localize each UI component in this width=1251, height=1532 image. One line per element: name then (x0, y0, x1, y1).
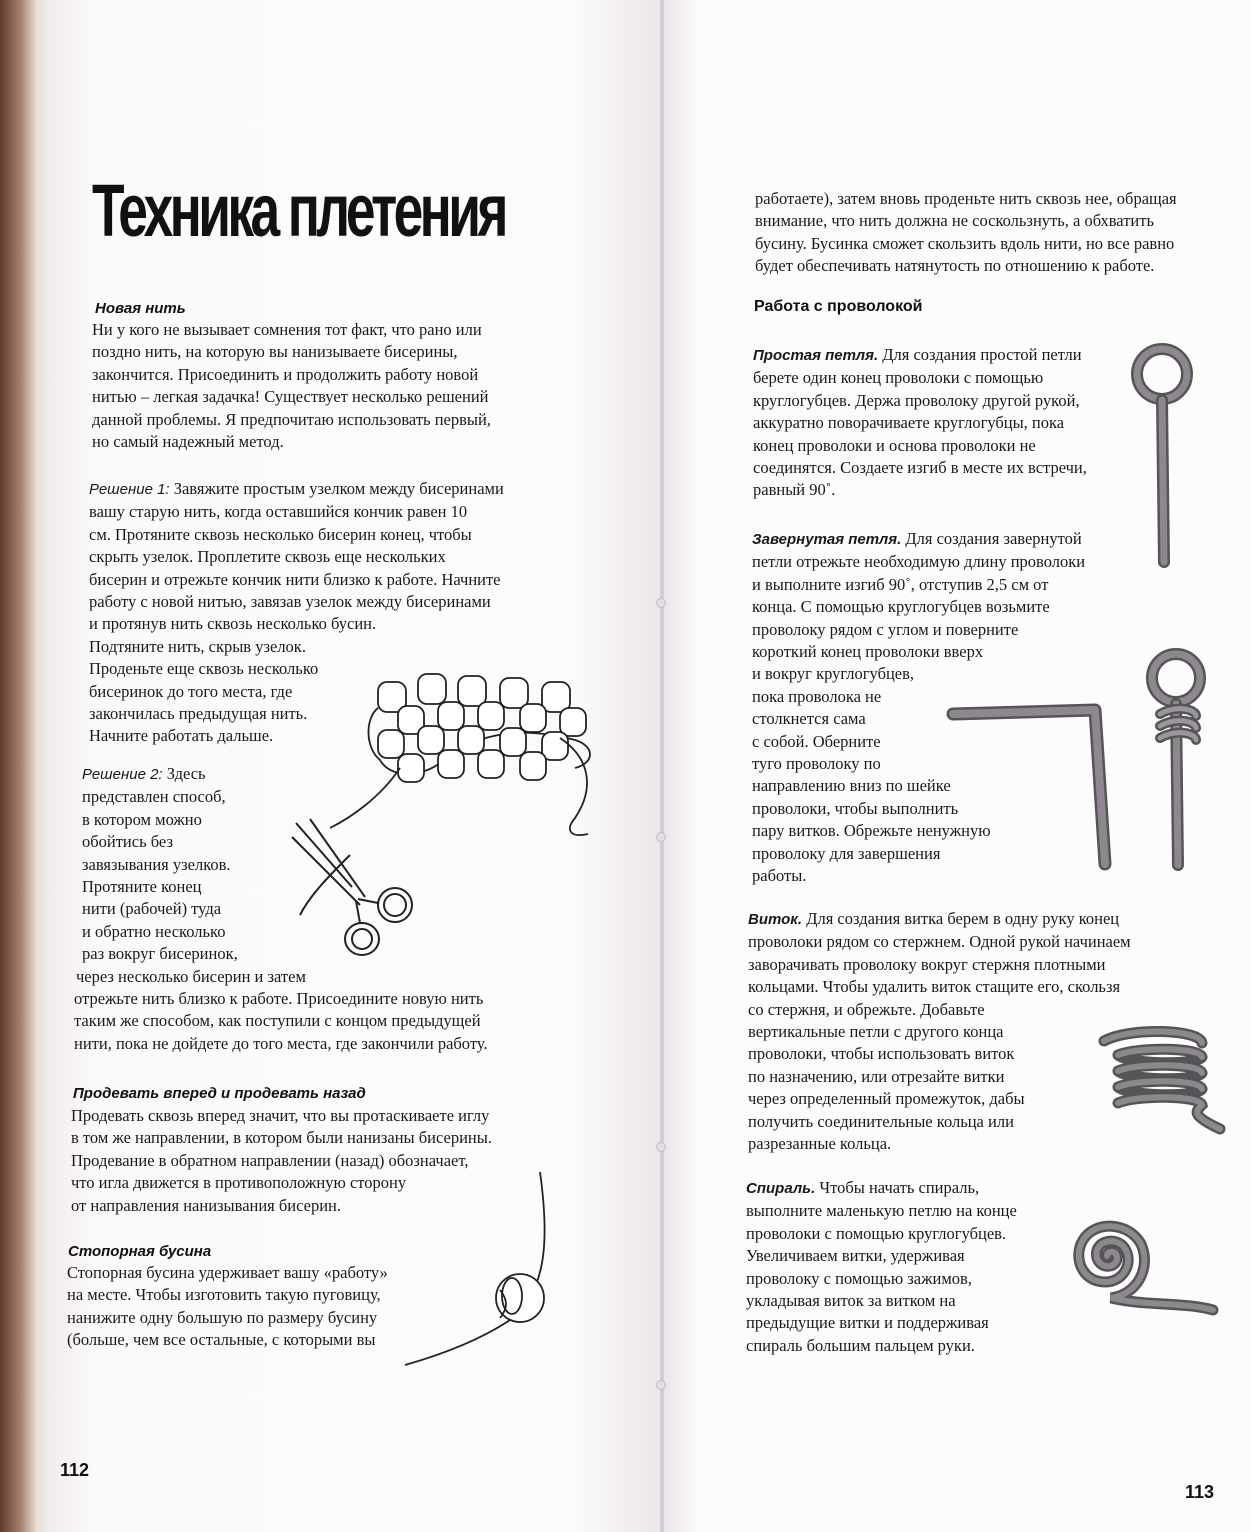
book-edge (0, 0, 52, 1532)
text-line: проволоку с помощью зажимов, (746, 1268, 972, 1288)
text-line: см. Протяните сквозь несколько бисерин конец, чтобы (89, 524, 472, 544)
text-line: и обратно несколько (82, 921, 226, 941)
text-line: выполните маленькую петлю на конце (746, 1201, 1017, 1221)
text-line: и протянув нить сквозь несколько бусин. (89, 614, 377, 634)
text-line: вертикальные петли с другого конца (748, 1022, 1004, 1042)
coil-text (748, 908, 1131, 1155)
text-line: Чтобы начать спираль, (815, 1178, 980, 1197)
stop-bead-text (67, 1262, 388, 1352)
text-line: укладывая виток за витком на (746, 1291, 956, 1311)
text-line: таким же способом, как поступили с концом предыдущей (74, 1011, 481, 1031)
text-line: нанижите одну большую по размеру бусину (67, 1307, 378, 1327)
text-line: (больше, чем все остальные, с которыми вы (67, 1330, 376, 1350)
text-line: Подтяните нить, скрыв узелок. (89, 636, 306, 656)
solution1-label: Решение 1: (89, 481, 170, 498)
text-line: закончится. Присоединить и продолжить работу новой (92, 364, 479, 384)
spiral-illustration (1055, 1210, 1220, 1320)
text-line: проволоки рядом со стержнем. Одной рукой начинаем (748, 932, 1131, 952)
text-line: столкнется сама (752, 709, 866, 729)
text-line: равный 90˚. (753, 480, 836, 500)
text-line: завязывания узелков. (82, 854, 231, 874)
text-line: проволоку для завершения (752, 843, 941, 863)
text-line: заворачивать проволоку вокруг стержня плотными (748, 954, 1106, 974)
text-line: кольцами. Чтобы удалить виток стащите его, скользя (748, 977, 1121, 997)
text-line: предыдущие витки и поддерживая (746, 1313, 989, 1333)
text-line: аккуратно поворачиваете круглогубцы, пока (753, 413, 1065, 433)
text-line: Для создания простой петли (878, 345, 1082, 364)
text-line: Увеличиваем витки, удерживая (746, 1246, 965, 1266)
text-line: закончилась предыдущая нить. (89, 704, 308, 724)
simple-loop-text (753, 344, 1087, 502)
text-line: направлению вниз по шейке (752, 776, 951, 796)
text-line: представлен способ, (82, 787, 226, 807)
text-line: туго проволоку по (752, 754, 881, 774)
heading-stop-bead: Стопорная бусина (68, 1243, 212, 1260)
text-line: пока проволока не (752, 686, 882, 706)
text-line: обойтись без (82, 832, 173, 852)
text-line: бисеринок до того места, где (89, 681, 293, 701)
spiral-label: Спираль. (746, 1180, 816, 1197)
text-line: Протяните конец (82, 877, 202, 897)
text-line: Начните работать дальше. (89, 726, 274, 746)
text-line: проволоки с помощью круглогубцев. (746, 1223, 1007, 1243)
text-line: берете один конец проволоки с помощью (753, 368, 1044, 388)
binding-stitch (656, 832, 666, 842)
text-line: получить соединительные кольца или (748, 1111, 1014, 1131)
text-line: вашу старую нить, когда оставшийся кончик равен 10 (89, 502, 468, 522)
text-line: петли отрежьте необходимую длину проволоки (752, 552, 1086, 572)
text-line: соединятся. Создаете изгиб в месте их встречи, (753, 458, 1087, 478)
bent-wire-illustration (945, 700, 1125, 880)
text-line: будет обеспечивать натянутость по отношению к работе. (755, 256, 1155, 276)
text-line: конец проволоки и основа проволоки не (753, 435, 1036, 455)
text-line: бусину. Бусинка сможет скользить вдоль нити, но все равно (755, 233, 1175, 253)
text-line: по назначению, или отрезайте витки (748, 1066, 1005, 1086)
text-line: через определенный промежуток, дабы (748, 1089, 1025, 1109)
text-line: проволоку рядом с углом и поверните (752, 619, 1019, 639)
text-line: в том же направлении, в котором были нанизаны бисерины. (71, 1128, 492, 1148)
text-line: скрыть узелок. Проплетите сквозь еще нескольких (89, 547, 446, 567)
text-line: Продевать сквозь вперед значит, что вы протаскиваете иглу (71, 1106, 490, 1125)
text-line: Ни у кого не вызывает сомнения тот факт, что рано или (92, 320, 482, 339)
text-line: со стержня, и обрежьте. Добавьте (748, 999, 985, 1019)
heading-pass-through: Продевать вперед и продевать назад (73, 1085, 366, 1102)
stop-bead-illustration (400, 1170, 570, 1370)
text-line: с собой. Оберните (752, 731, 881, 751)
page-number-right: 113 (1185, 1482, 1215, 1502)
text-line: Здесь (162, 764, 206, 783)
text-line: и вокруг круглогубцев, (752, 664, 915, 684)
text-line: отрежьте нить близко к работе. Присоедините новую нить (74, 989, 484, 1009)
text-line: Завяжите простым узелком между бисеринами (169, 479, 504, 498)
text-line: Продевание в обратном направлении (назад) обозначает, (71, 1150, 469, 1170)
text-line: что игла движется в противоположную сторону (71, 1173, 407, 1193)
text-line: спираль большим пальцем руки. (746, 1335, 975, 1355)
text-line: Стопорная бусина удерживает вашу «работу» (67, 1263, 388, 1282)
coil-label: Виток. (748, 911, 803, 928)
text-line: данной проблемы. Я предпочитаю использовать первый, (92, 409, 491, 429)
text-line: проволоки, чтобы использовать виток (748, 1044, 1015, 1064)
heading-wire-work: Работа с проволокой (754, 298, 923, 315)
text-line: разрезанные кольца. (748, 1134, 892, 1154)
book-gutter (660, 0, 664, 1532)
coil-illustration (1100, 1025, 1225, 1135)
wrapped-loop-label: Завернутая петля. (752, 531, 902, 548)
text-line: бисерин и отрежьте кончик нити близко к работе. Начните (89, 569, 501, 589)
heading-new-thread: Новая нить (95, 300, 186, 317)
simple-loop-illustration (1128, 336, 1198, 571)
text-line: и выполните изгиб 90˚, отступив 2,5 см от (752, 574, 1049, 594)
text-line: работы. (752, 866, 807, 886)
text-line: конца. С помощью круглогубцев возьмите (752, 597, 1050, 617)
text-line: нити (рабочей) туда (82, 899, 222, 919)
text-line: от направления нанизывания бисерин. (71, 1195, 342, 1215)
spiral-text (746, 1177, 1017, 1357)
simple-loop-label: Простая петля. (753, 347, 879, 364)
scissors-illustration (290, 815, 430, 965)
text-line: работу с новой нитью, завязав узелок между бисеринами (89, 592, 491, 612)
text-line: пару витков. Обрежьте ненужную (752, 821, 991, 841)
stop-bead-continued-text (755, 188, 1177, 278)
page-title: Техника плетения (92, 169, 505, 252)
text-line: круглогубцев. Держа проволоку другой рукой, (753, 390, 1080, 410)
text-line: нитью – легкая задачка! Существует несколько решений (92, 387, 489, 407)
solution2-label: Решение 2: (82, 766, 163, 783)
text-line: через несколько бисерин и затем (76, 966, 306, 986)
text-line: на месте. Чтобы изготовить такую пуговицу, (67, 1285, 381, 1305)
wrapped-loop-illustration (1138, 640, 1218, 875)
text-line: короткий конец проволоки вверх (752, 642, 984, 662)
text-line: Проденьте еще сквозь несколько (89, 659, 319, 679)
text-line: раз вокруг бисеринок, (82, 944, 238, 964)
text-line: в котором можно (82, 809, 202, 829)
text-line: Для создания витка берем в одну руку конец (802, 909, 1120, 928)
text-line: поздно нить, на которую вы нанизываете бисерины, (92, 342, 458, 362)
text-line: но самый надежный метод. (92, 432, 284, 452)
binding-stitch (656, 598, 666, 608)
text-line: проволоки, чтобы выполнить (752, 798, 959, 818)
text-line: Для создания завернутой (901, 529, 1082, 548)
new-thread-text (92, 319, 491, 453)
binding-stitch (656, 1380, 666, 1390)
binding-stitch (656, 1142, 666, 1152)
text-line: внимание, что нить должна не соскользнуть, а обхватить (755, 211, 1154, 231)
page-number-left: 112 (60, 1460, 90, 1480)
text-line: работаете), затем вновь проденьте нить сквозь нее, обращая (755, 189, 1177, 208)
text-line: нити, пока не дойдете до того места, где закончили работу. (74, 1033, 488, 1053)
